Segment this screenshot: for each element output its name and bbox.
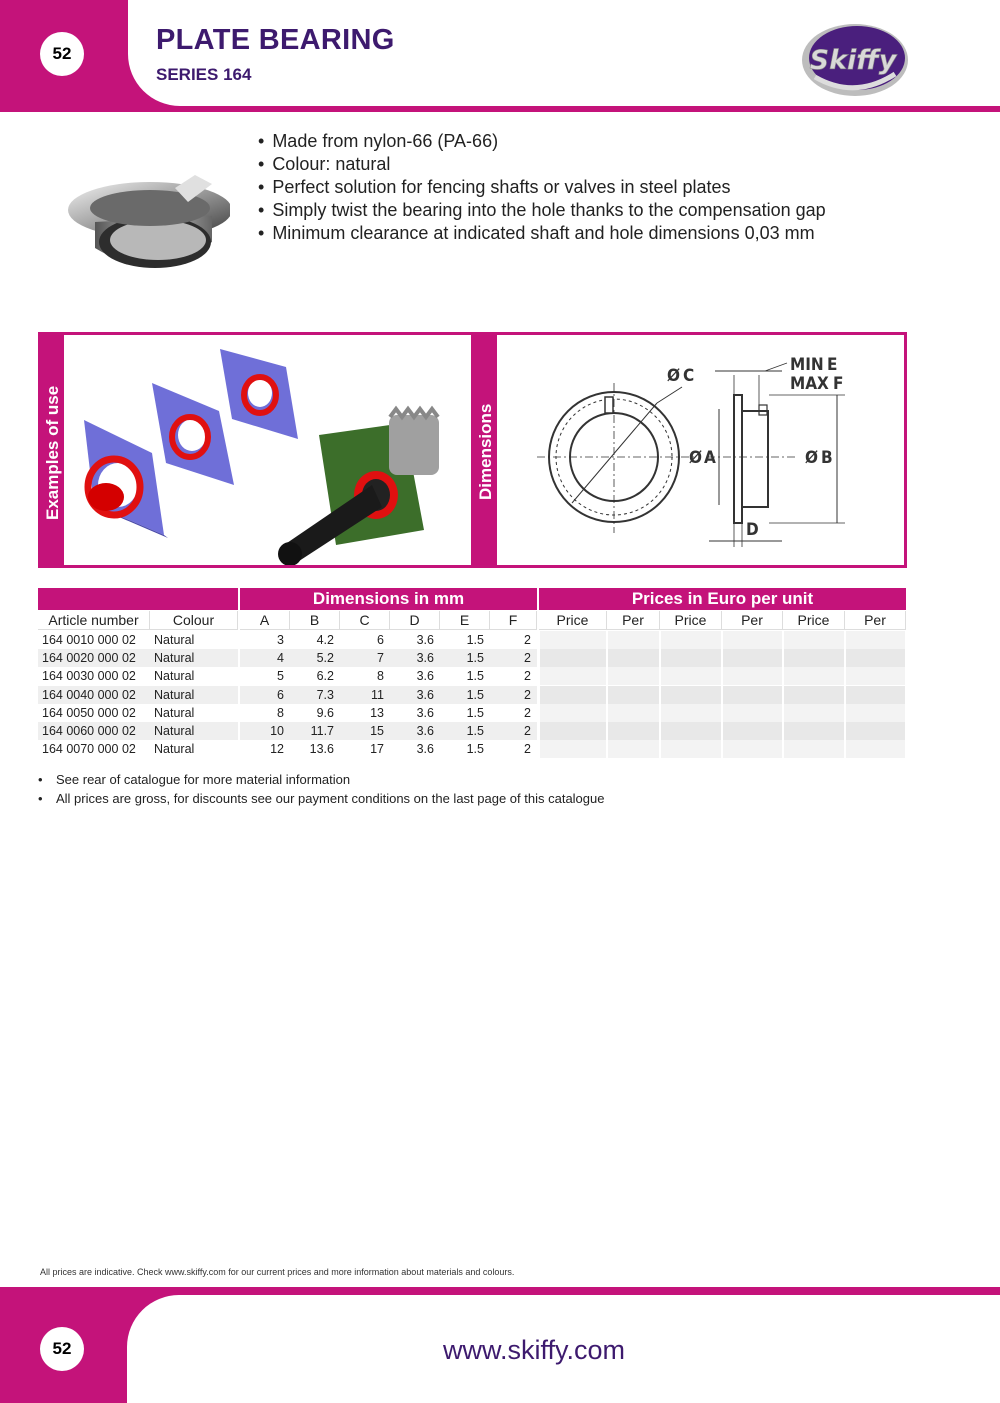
dimension-cell: 13 [370,705,384,720]
dimension-cell: 9.6 [316,705,334,720]
price-cell [784,631,844,649]
dimension-cell: 2 [490,649,537,667]
price-cell [723,649,782,667]
price-cell [608,667,659,685]
article-number-cell: 164 0030 000 02 [42,669,136,684]
dimension-cell: 17 [370,742,384,757]
dimension-cell: 5 [277,669,284,684]
table-row [38,631,906,649]
price-cell [540,631,606,649]
feature-item: • Colour: natural [258,153,826,176]
dimensions-label: Dimensions [476,403,495,500]
dimension-cell: 3.6 [390,686,440,704]
examples-image-area [64,335,471,565]
dimension-cell: 10 [240,722,290,740]
dimension-cell: 1.5 [466,742,484,757]
dimension-cell: 2 [524,669,531,684]
dimension-cell: 3.6 [416,742,434,757]
colour-cell: Natural [154,633,195,647]
price-cell [661,722,721,740]
price-cell [846,686,905,704]
price-cell [608,686,659,704]
price-cell [846,740,905,758]
column-header: A [240,611,290,630]
column-header: C [340,611,390,630]
price-cell [846,704,905,722]
dimension-cell: 15 [340,722,390,740]
dimension-cell: 7 [340,649,390,667]
svg-text:E: E [827,355,838,375]
column-header: Per [722,611,783,630]
dimension-cell: 3.6 [416,705,434,720]
examples-of-use-image [64,335,471,565]
dimension-cell: 11.7 [290,722,340,740]
price-cell [723,667,782,685]
svg-text:C: C [683,366,695,386]
dimension-cell: 2 [524,742,531,757]
article-number-cell: 164 0040 000 02 [38,686,150,704]
note-item: • All prices are gross, for discounts see our payment conditions on the last page of this catalogue [38,789,604,808]
column-header: Per [607,611,660,630]
column-header: F [490,611,537,630]
footer-page-number-badge: 52 [40,1327,84,1371]
price-cell [540,667,606,685]
notes-list [38,770,604,808]
dimension-cell: 8 [277,705,284,720]
colour-cell: Natural [154,669,195,684]
svg-text:Ø: Ø [805,448,818,468]
dimension-cell: 1.5 [440,649,490,667]
table-row [38,704,906,722]
dimension-cell: 3.6 [390,722,440,740]
dimension-cell: 5.2 [290,649,340,667]
dimension-cell: 6 [377,633,384,647]
dimension-cell: 1.5 [440,686,490,704]
dimension-cell: 3 [277,633,284,647]
dimensions-drawing-area [497,335,904,565]
dimension-cell: 13.6 [309,742,334,757]
dimension-cell: 2 [490,722,537,740]
article-number-cell: 164 0060 000 02 [38,722,150,740]
examples-of-use-label: Examples of use [43,385,62,520]
dimension-cell: 6.2 [316,669,334,684]
column-header: D [390,611,440,630]
illustration-panel [38,332,907,568]
price-cell [661,740,721,758]
feature-item: • Made from nylon-66 (PA-66) [258,130,826,153]
price-cell [661,686,721,704]
price-cell [608,631,659,649]
price-cell [540,722,606,740]
dimension-cell: 7.3 [290,686,340,704]
column-header: Colour [150,611,238,630]
price-cell [784,686,844,704]
price-cell [784,649,844,667]
page-number-badge: 52 [40,32,84,76]
dimension-cell: 1.5 [466,633,484,647]
dimension-cell: 3.6 [390,649,440,667]
price-cell [784,667,844,685]
article-number-cell: 164 0050 000 02 [42,705,136,720]
price-cell [784,722,844,740]
column-header: Price [783,611,845,630]
article-number-cell: 164 0010 000 02 [42,633,136,647]
disclaimer-text: All prices are indicative. Check www.skiffy.com for our current prices and more information about materials and colours. [40,1267,515,1277]
dimensions-drawing [497,335,904,565]
article-number-cell: 164 0020 000 02 [38,649,150,667]
column-header: Price [539,611,607,630]
price-cell [723,740,782,758]
svg-text:MIN: MIN [790,355,824,375]
price-cell [846,631,905,649]
colour-cell: Natural [150,649,238,667]
table-row [38,686,906,704]
column-header: B [290,611,340,630]
colour-cell: Natural [150,686,238,704]
price-cell [846,667,905,685]
page-subtitle: SERIES 164 [156,65,252,84]
price-cell [723,686,782,704]
column-header: Article number [38,611,150,630]
price-cell [846,722,905,740]
svg-text:Ø: Ø [667,366,680,386]
price-cell [661,631,721,649]
table-row [38,649,906,667]
svg-text:B: B [821,448,833,468]
dimension-cell: 4 [240,649,290,667]
prices-group-header: Prices in Euro per unit [539,588,906,610]
column-header: E [440,611,490,630]
dimension-cell: 1.5 [440,722,490,740]
dimension-cell: 2 [524,633,531,647]
price-cell [608,740,659,758]
table-blank-header [38,588,238,610]
dimension-cell: 8 [377,669,384,684]
price-cell [661,667,721,685]
price-cell [540,704,606,722]
feature-item: • Perfect solution for fencing shafts or valves in steel plates [258,176,826,199]
svg-text:MAX: MAX [790,374,829,394]
svg-text:F: F [833,374,844,394]
price-cell [540,649,606,667]
dimension-cell: 1.5 [466,705,484,720]
dimensions-group-header: Dimensions in mm [240,588,537,610]
table-row [38,667,906,685]
price-cell [784,740,844,758]
svg-text:A: A [704,448,716,468]
price-cell [723,704,782,722]
note-item: • See rear of catalogue for more material information [38,770,604,789]
dimension-cell: 2 [490,686,537,704]
svg-text:Skiffy: Skiffy [809,45,897,76]
price-cell [540,740,606,758]
price-cell [784,704,844,722]
feature-item: • Minimum clearance at indicated shaft and hole dimensions 0,03 mm [258,222,826,245]
feature-item: • Simply twist the bearing into the hole thanks to the compensation gap [258,199,826,222]
dimension-cell: 2 [524,705,531,720]
plate-bearing-image [60,170,230,280]
dimension-cell: 11 [340,686,390,704]
price-cell [540,686,606,704]
footer-url-link[interactable]: www.skiffy.com [443,1335,626,1365]
table-row [38,722,906,740]
svg-text:Ø: Ø [689,448,702,468]
price-cell [608,704,659,722]
dimension-cell: 6 [240,686,290,704]
skiffy-logo [795,22,910,98]
column-header: Per [845,611,906,630]
dimension-cell: 1.5 [466,669,484,684]
dimension-cell: 12 [270,742,284,757]
dimension-cell: 3.6 [416,633,434,647]
colour-cell: Natural [150,722,238,740]
article-number-cell: 164 0070 000 02 [42,742,136,757]
price-cell [608,722,659,740]
colour-cell: Natural [154,742,195,757]
column-header: Price [660,611,722,630]
dimension-cell: 3.6 [416,669,434,684]
colour-cell: Natural [154,705,195,720]
dimension-cell: 4.2 [316,633,334,647]
price-cell [661,649,721,667]
page-title: PLATE BEARING [156,24,395,56]
feature-list [258,130,826,245]
price-cell [846,649,905,667]
price-cell [661,704,721,722]
table-row [38,740,906,758]
price-cell [608,649,659,667]
svg-text:D: D [746,520,759,540]
price-cell [723,631,782,649]
price-cell [723,722,782,740]
